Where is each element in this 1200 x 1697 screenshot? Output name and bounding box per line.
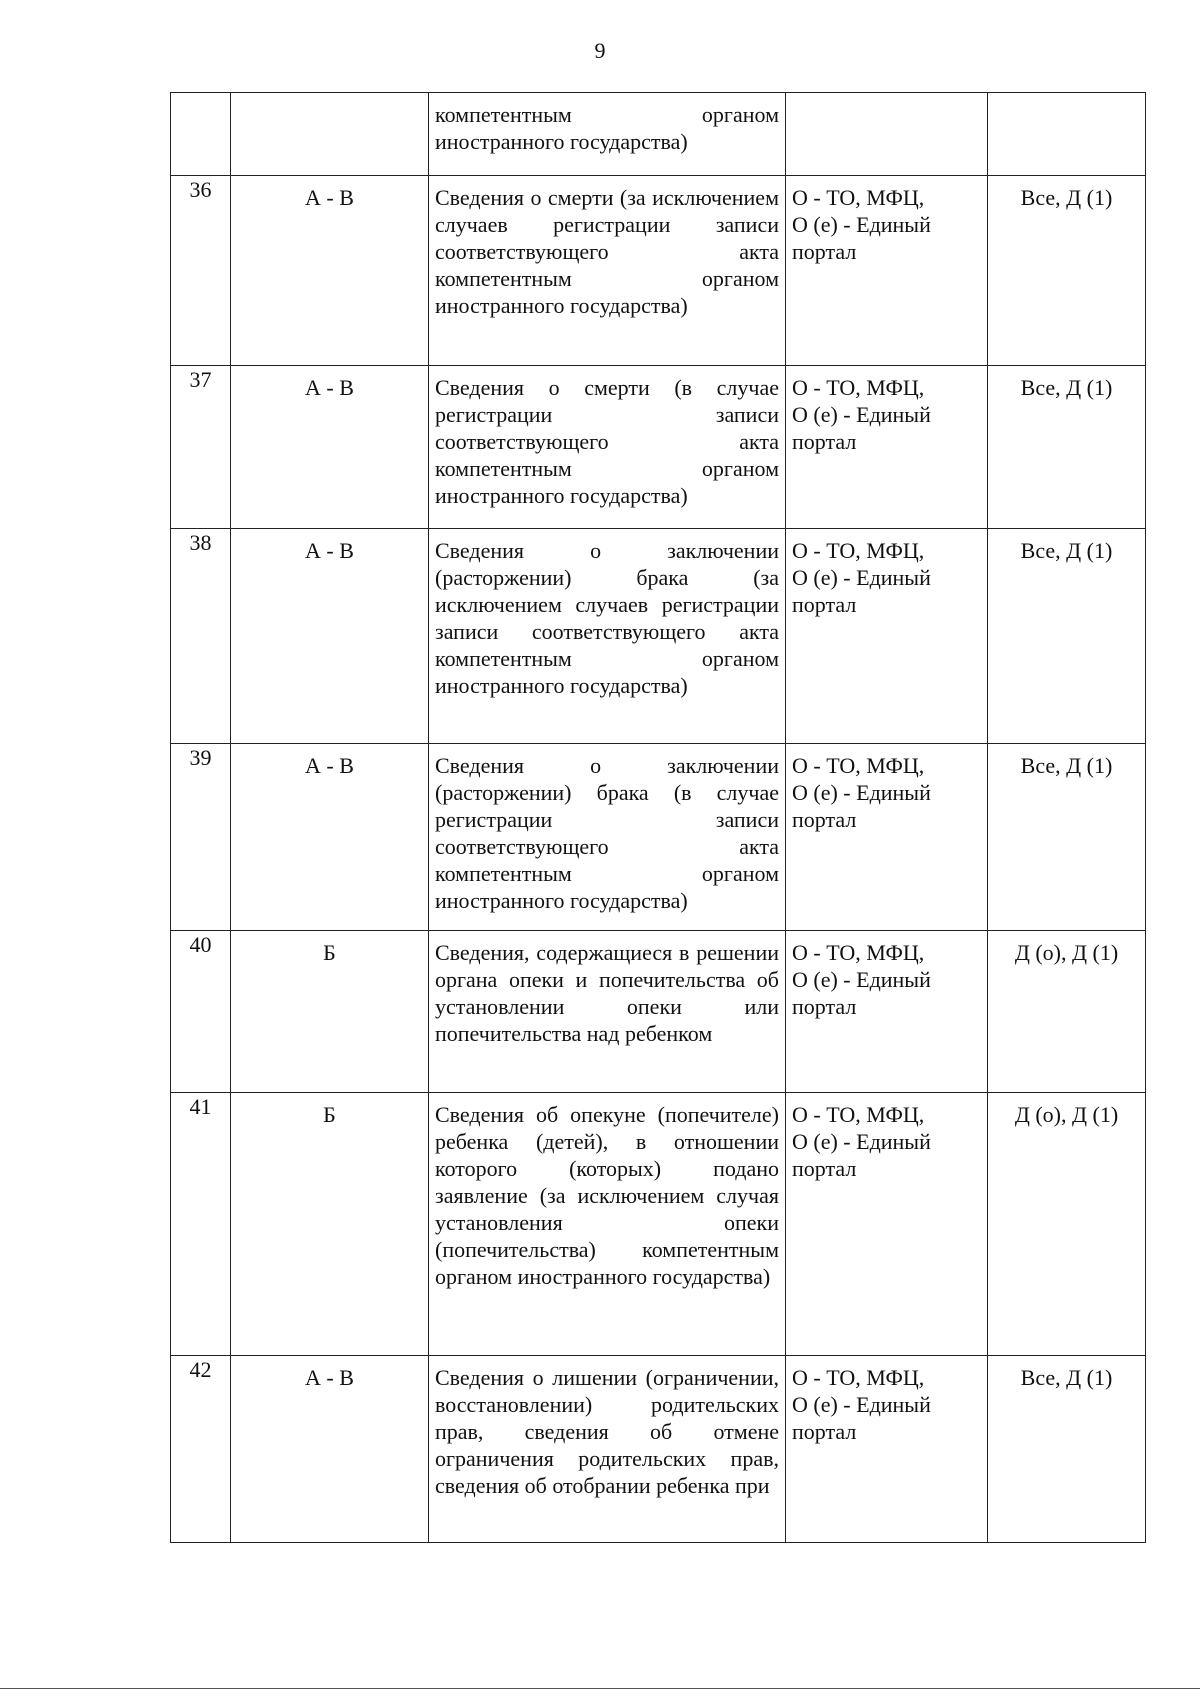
method-line: О (е) - Единый: [792, 212, 931, 237]
method-line: О (е) - Единый: [792, 1129, 931, 1154]
method-line: О - ТО, МФЦ,: [792, 1365, 925, 1390]
description-cell: Сведения, содержащиеся в решении органа опеки и попечительства об установлении опеки или попечительства над ребенком: [429, 931, 786, 1093]
application-cell: Д (о), Д (1): [988, 931, 1146, 1093]
application-cell: Все, Д (1): [988, 1356, 1146, 1543]
description-cell: компетентным органом иностранного государства): [429, 93, 786, 176]
application-cell: Все, Д (1): [988, 366, 1146, 529]
application-cell: Все, Д (1): [988, 744, 1146, 931]
method-line: О - ТО, МФЦ,: [792, 185, 925, 210]
category-cell: А - В: [231, 744, 429, 931]
description-cell: Сведения о смерти (за исключением случаев регистрации записи соответствующего акта компетентным органом иностранного государства): [429, 176, 786, 366]
application-cell: Все, Д (1): [988, 176, 1146, 366]
application-cell: Все, Д (1): [988, 529, 1146, 744]
method-line: О (е) - Единый: [792, 1392, 931, 1417]
description-cell: Сведения о заключении (расторжении) брака (в случае регистрации записи соответствующего акта компетентным органом иностранного государства): [429, 744, 786, 931]
category-cell: А - В: [231, 529, 429, 744]
row-number-cell: 39: [171, 744, 231, 931]
method-line: О - ТО, МФЦ,: [792, 753, 925, 778]
row-number-cell: 36: [171, 176, 231, 366]
method-cell: [786, 1093, 988, 1356]
row-number-cell: 40: [171, 931, 231, 1093]
page-number: 9: [594, 38, 606, 63]
row-number-cell: 41: [171, 1093, 231, 1356]
method-line: портал: [792, 1156, 857, 1181]
table-row: [171, 931, 1146, 1093]
method-line: О - ТО, МФЦ,: [792, 940, 925, 965]
scan-edge-line: [0, 1688, 1200, 1689]
category-cell: [231, 93, 429, 176]
method-line: О (е) - Единый: [792, 565, 931, 590]
method-cell: [786, 176, 988, 366]
method-line: портал: [792, 429, 857, 454]
category-cell: Б: [231, 1093, 429, 1356]
table-row: [171, 1093, 1146, 1356]
method-line: О (е) - Единый: [792, 402, 931, 427]
method-line: портал: [792, 994, 857, 1019]
method-cell: [786, 931, 988, 1093]
row-number-cell: 42: [171, 1356, 231, 1543]
method-line: портал: [792, 807, 857, 832]
table-row: [171, 744, 1146, 931]
method-cell: [786, 529, 988, 744]
method-cell: [786, 744, 988, 931]
application-cell: Д (о), Д (1): [988, 1093, 1146, 1356]
description-cell: Сведения об опекуне (попечителе) ребенка (детей), в отношении которого (которых) подано заявление (за исключением случая установления опеки (попечительства) компетентным органом иностранного государства): [429, 1093, 786, 1356]
application-cell: [988, 93, 1146, 176]
table-row: [171, 529, 1146, 744]
category-cell: А - В: [231, 366, 429, 529]
row-number-cell: 37: [171, 366, 231, 529]
method-line: О - ТО, МФЦ,: [792, 538, 925, 563]
method-line: О - ТО, МФЦ,: [792, 1102, 925, 1127]
method-line: О (е) - Единый: [792, 967, 931, 992]
category-cell: А - В: [231, 1356, 429, 1543]
category-cell: А - В: [231, 176, 429, 366]
description-cell: Сведения о заключении (расторжении) брака (за исключением случаев регистрации записи соответствующего акта компетентным органом иностранного государства): [429, 529, 786, 744]
method-cell: [786, 1356, 988, 1543]
method-line: портал: [792, 592, 857, 617]
method-cell: [786, 93, 988, 176]
table-row: [171, 366, 1146, 529]
row-number-cell: [171, 93, 231, 176]
row-number-cell: 38: [171, 529, 231, 744]
method-line: портал: [792, 1419, 857, 1444]
method-cell: [786, 366, 988, 529]
table-row: [171, 1356, 1146, 1543]
method-line: О - ТО, МФЦ,: [792, 375, 925, 400]
table-row: [171, 93, 1146, 176]
method-line: О (е) - Единый: [792, 780, 931, 805]
table-row: [171, 176, 1146, 366]
category-cell: Б: [231, 931, 429, 1093]
document-table: [170, 92, 1146, 1543]
description-cell: Сведения о лишении (ограничении, восстановлении) родительских прав, сведения об отмене ограничения родительских прав, сведения об отобрании ребенка при: [429, 1356, 786, 1543]
description-cell: Сведения о смерти (в случае регистрации записи соответствующего акта компетентным органом иностранного государства): [429, 366, 786, 529]
method-line: портал: [792, 239, 857, 264]
